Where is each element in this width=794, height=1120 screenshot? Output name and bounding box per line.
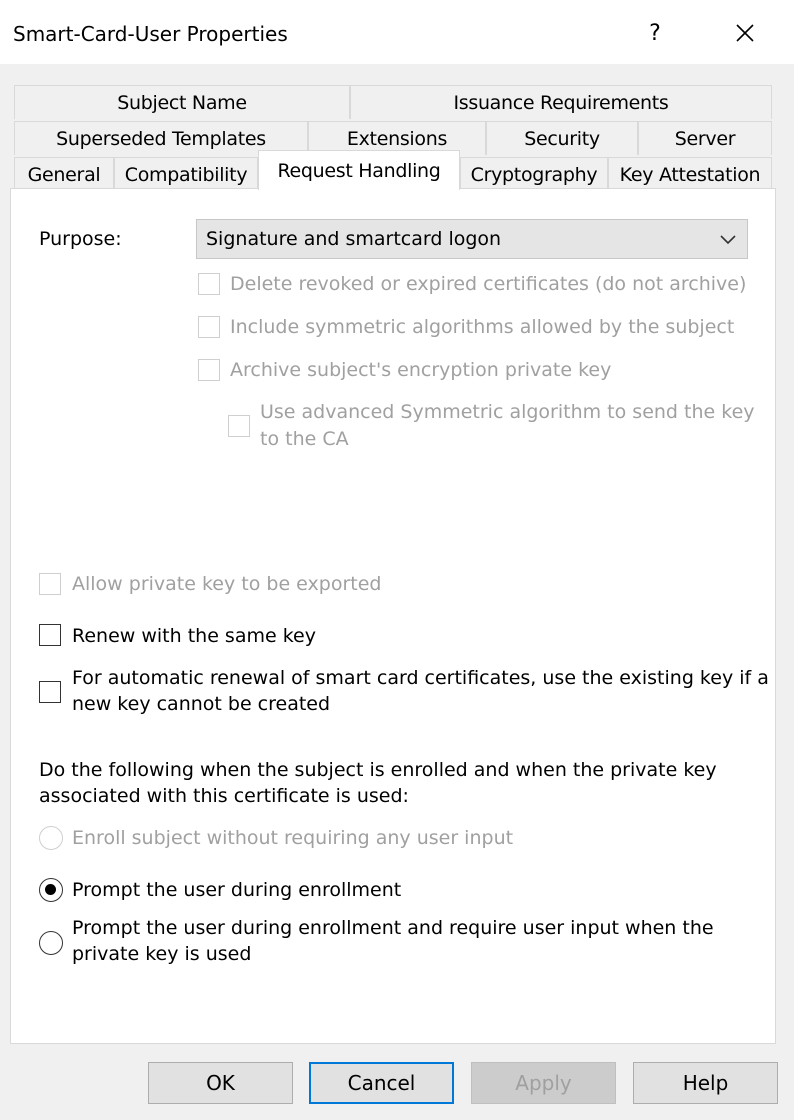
- prompt-enrollment-label: Prompt the user during enrollment: [72, 879, 402, 901]
- tab-security[interactable]: Security: [486, 121, 638, 155]
- tab-request-handling[interactable]: Request Handling: [258, 150, 460, 190]
- radio-selected-dot: [45, 884, 56, 895]
- prompt-require-input-radio[interactable]: [39, 931, 63, 955]
- allow-export-label: Allow private key to be exported: [72, 573, 382, 595]
- help-button[interactable]: Help: [633, 1062, 778, 1104]
- auto-renewal-label-line2: new key cannot be created: [72, 693, 331, 715]
- renew-same-key-label: Renew with the same key: [72, 625, 316, 647]
- include-symmetric-label: Include symmetric algorithms allowed by the subject: [230, 316, 735, 338]
- chevron-down-icon: [719, 230, 737, 248]
- include-symmetric-checkbox[interactable]: [198, 316, 220, 338]
- enroll-no-input-radio[interactable]: [39, 826, 63, 850]
- prompt-enrollment-radio[interactable]: [39, 878, 63, 902]
- advanced-symmetric-label-line2: to the CA: [260, 428, 349, 450]
- close-button[interactable]: [720, 12, 770, 54]
- advanced-symmetric-label-line1: Use advanced Symmetric algorithm to send the key: [260, 401, 755, 423]
- cancel-button[interactable]: Cancel: [309, 1062, 454, 1104]
- enroll-no-input-label: Enroll subject without requiring any user input: [72, 827, 514, 849]
- tab-general[interactable]: General: [14, 157, 114, 191]
- archive-key-checkbox[interactable]: [198, 359, 220, 381]
- prompt-require-input-label-line2: private key is used: [72, 943, 252, 965]
- request-handling-panel: [10, 188, 776, 1044]
- tab-superseded-templates[interactable]: Superseded Templates: [14, 121, 308, 155]
- auto-renewal-checkbox[interactable]: [39, 681, 61, 703]
- help-icon: ?: [649, 20, 661, 46]
- tab-server[interactable]: Server: [638, 121, 772, 155]
- window-title: Smart-Card-User Properties: [13, 22, 288, 46]
- apply-button[interactable]: Apply: [471, 1062, 616, 1104]
- ok-button[interactable]: OK: [148, 1062, 293, 1104]
- tab-compatibility[interactable]: Compatibility: [114, 157, 258, 191]
- purpose-value: Signature and smartcard logon: [206, 228, 502, 250]
- tab-key-attestation[interactable]: Key Attestation: [608, 157, 772, 191]
- enrollment-heading-line1: Do the following when the subject is enrolled and when the private key: [39, 759, 717, 781]
- purpose-dropdown[interactable]: [196, 219, 748, 259]
- enrollment-heading-line2: associated with this certificate is used:: [39, 785, 409, 807]
- prompt-require-input-label-line1: Prompt the user during enrollment and require user input when the: [72, 917, 714, 939]
- tab-cryptography[interactable]: Cryptography: [460, 157, 608, 191]
- delete-revoked-checkbox[interactable]: [198, 273, 220, 295]
- renew-same-key-checkbox[interactable]: [39, 624, 61, 646]
- archive-key-label: Archive subject's encryption private key: [230, 359, 612, 381]
- delete-revoked-label: Delete revoked or expired certificates (do not archive): [230, 273, 747, 295]
- auto-renewal-label-line1: For automatic renewal of smart card certificates, use the existing key if a: [72, 667, 769, 689]
- help-title-button[interactable]: [630, 12, 680, 54]
- allow-export-checkbox[interactable]: [39, 573, 61, 595]
- advanced-symmetric-checkbox[interactable]: [228, 415, 250, 437]
- tab-extensions[interactable]: Extensions: [308, 121, 486, 155]
- tab-issuance-requirements[interactable]: Issuance Requirements: [350, 85, 772, 119]
- close-icon: [735, 23, 755, 43]
- tab-subject-name[interactable]: Subject Name: [14, 85, 350, 119]
- purpose-label: Purpose:: [39, 228, 122, 250]
